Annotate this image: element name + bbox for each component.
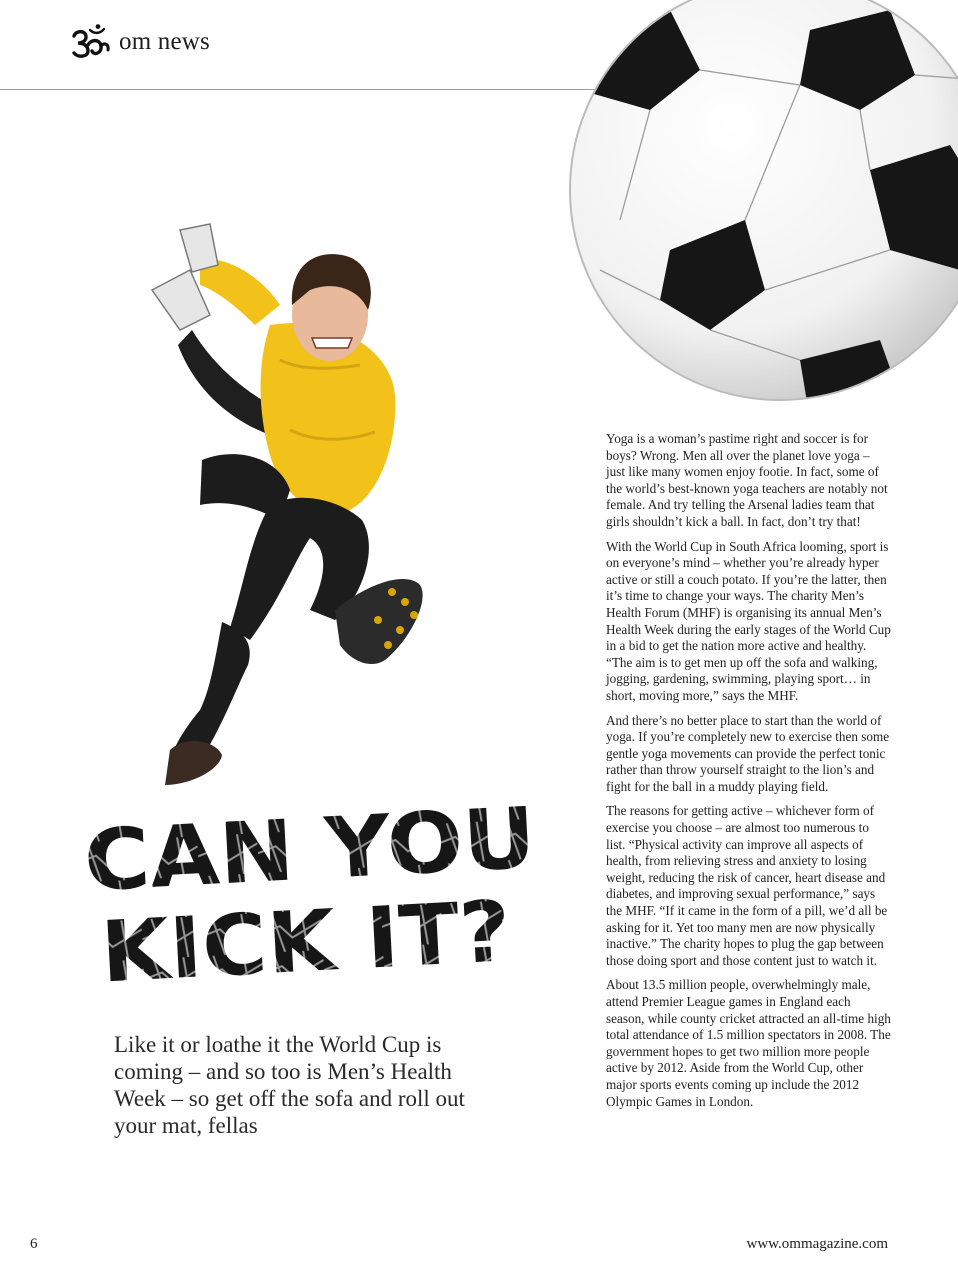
website-url: www.ommagazine.com — [746, 1236, 888, 1252]
body-paragraph: With the World Cup in South Africa looming, sport is on everyone’s mind – whether you’re already hyper active or still a couch potato. If you’re the latter, then it’s time to change your ways. The charity Men’s Health Forum (MHF) is organising its annual Men’s Health Week during the early stages of the World Cup in a bid to get the nation more active and healthy. “The aim is to get men up off the sofa and walking, jogging, gardening, swimming, playing sport… in short, moving more,” says the MHF. — [606, 538, 891, 703]
body-paragraph: The reasons for getting active – whichever form of exercise you choose – are almost too numerous to list. “Physical activity can improve all aspects of health, from relieving stress and anxiety to losing weight, reducing the risk of cancer, heart disease and diabetes, and improving sexual performance,” says the MHF. “If it came in the form of a pill, we’d all be asking for it. Yet too many men are now physically inactive.” The charity hopes to plug the gap between those doing sport and those content just to watch it. — [606, 803, 888, 968]
body-paragraph: And there’s no better place to start than the world of yoga. If you’re completely new to exercise then some gentle yoga movements can provide the perfect tonic rather than throw yourself straight to the lion’s and fight for the ball in a muddy playing field. — [606, 712, 890, 794]
om-symbol-icon — [70, 24, 110, 60]
standfirst: Like it or loathe it the World Cup is coming – and so too is Men’s Health Week – so get off the sofa and roll out your mat, fellas — [114, 1032, 465, 1138]
header-logo — [70, 24, 110, 60]
football-image — [560, 0, 958, 410]
body-paragraph: About 13.5 million people, overwhelmingly male, attend Premier League games in England each season, while county cricket attracted an all-time high total attendance of 1.5 million spectators in 2008. The government hopes to get two million more people active by 2012. Aside from the World Cup, other major sports events coming up include the 2012 Olympic Games in London. — [606, 977, 891, 1109]
page-number: 6 — [30, 1236, 38, 1252]
article-body — [606, 431, 891, 1118]
headline — [80, 790, 560, 990]
body-paragraph: Yoga is a woman’s pastime right and soccer is for boys? Wrong. Men all over the planet love yoga – just like many women enjoy footie. In fact, some of the world’s best-known yoga teachers are notably not female. And try telling the Arsenal ladies team that girls shouldn’t kick a ball. In fact, don’t try that! — [606, 431, 888, 529]
section-title: om news — [119, 28, 210, 55]
goalkeeper-image — [130, 220, 440, 800]
